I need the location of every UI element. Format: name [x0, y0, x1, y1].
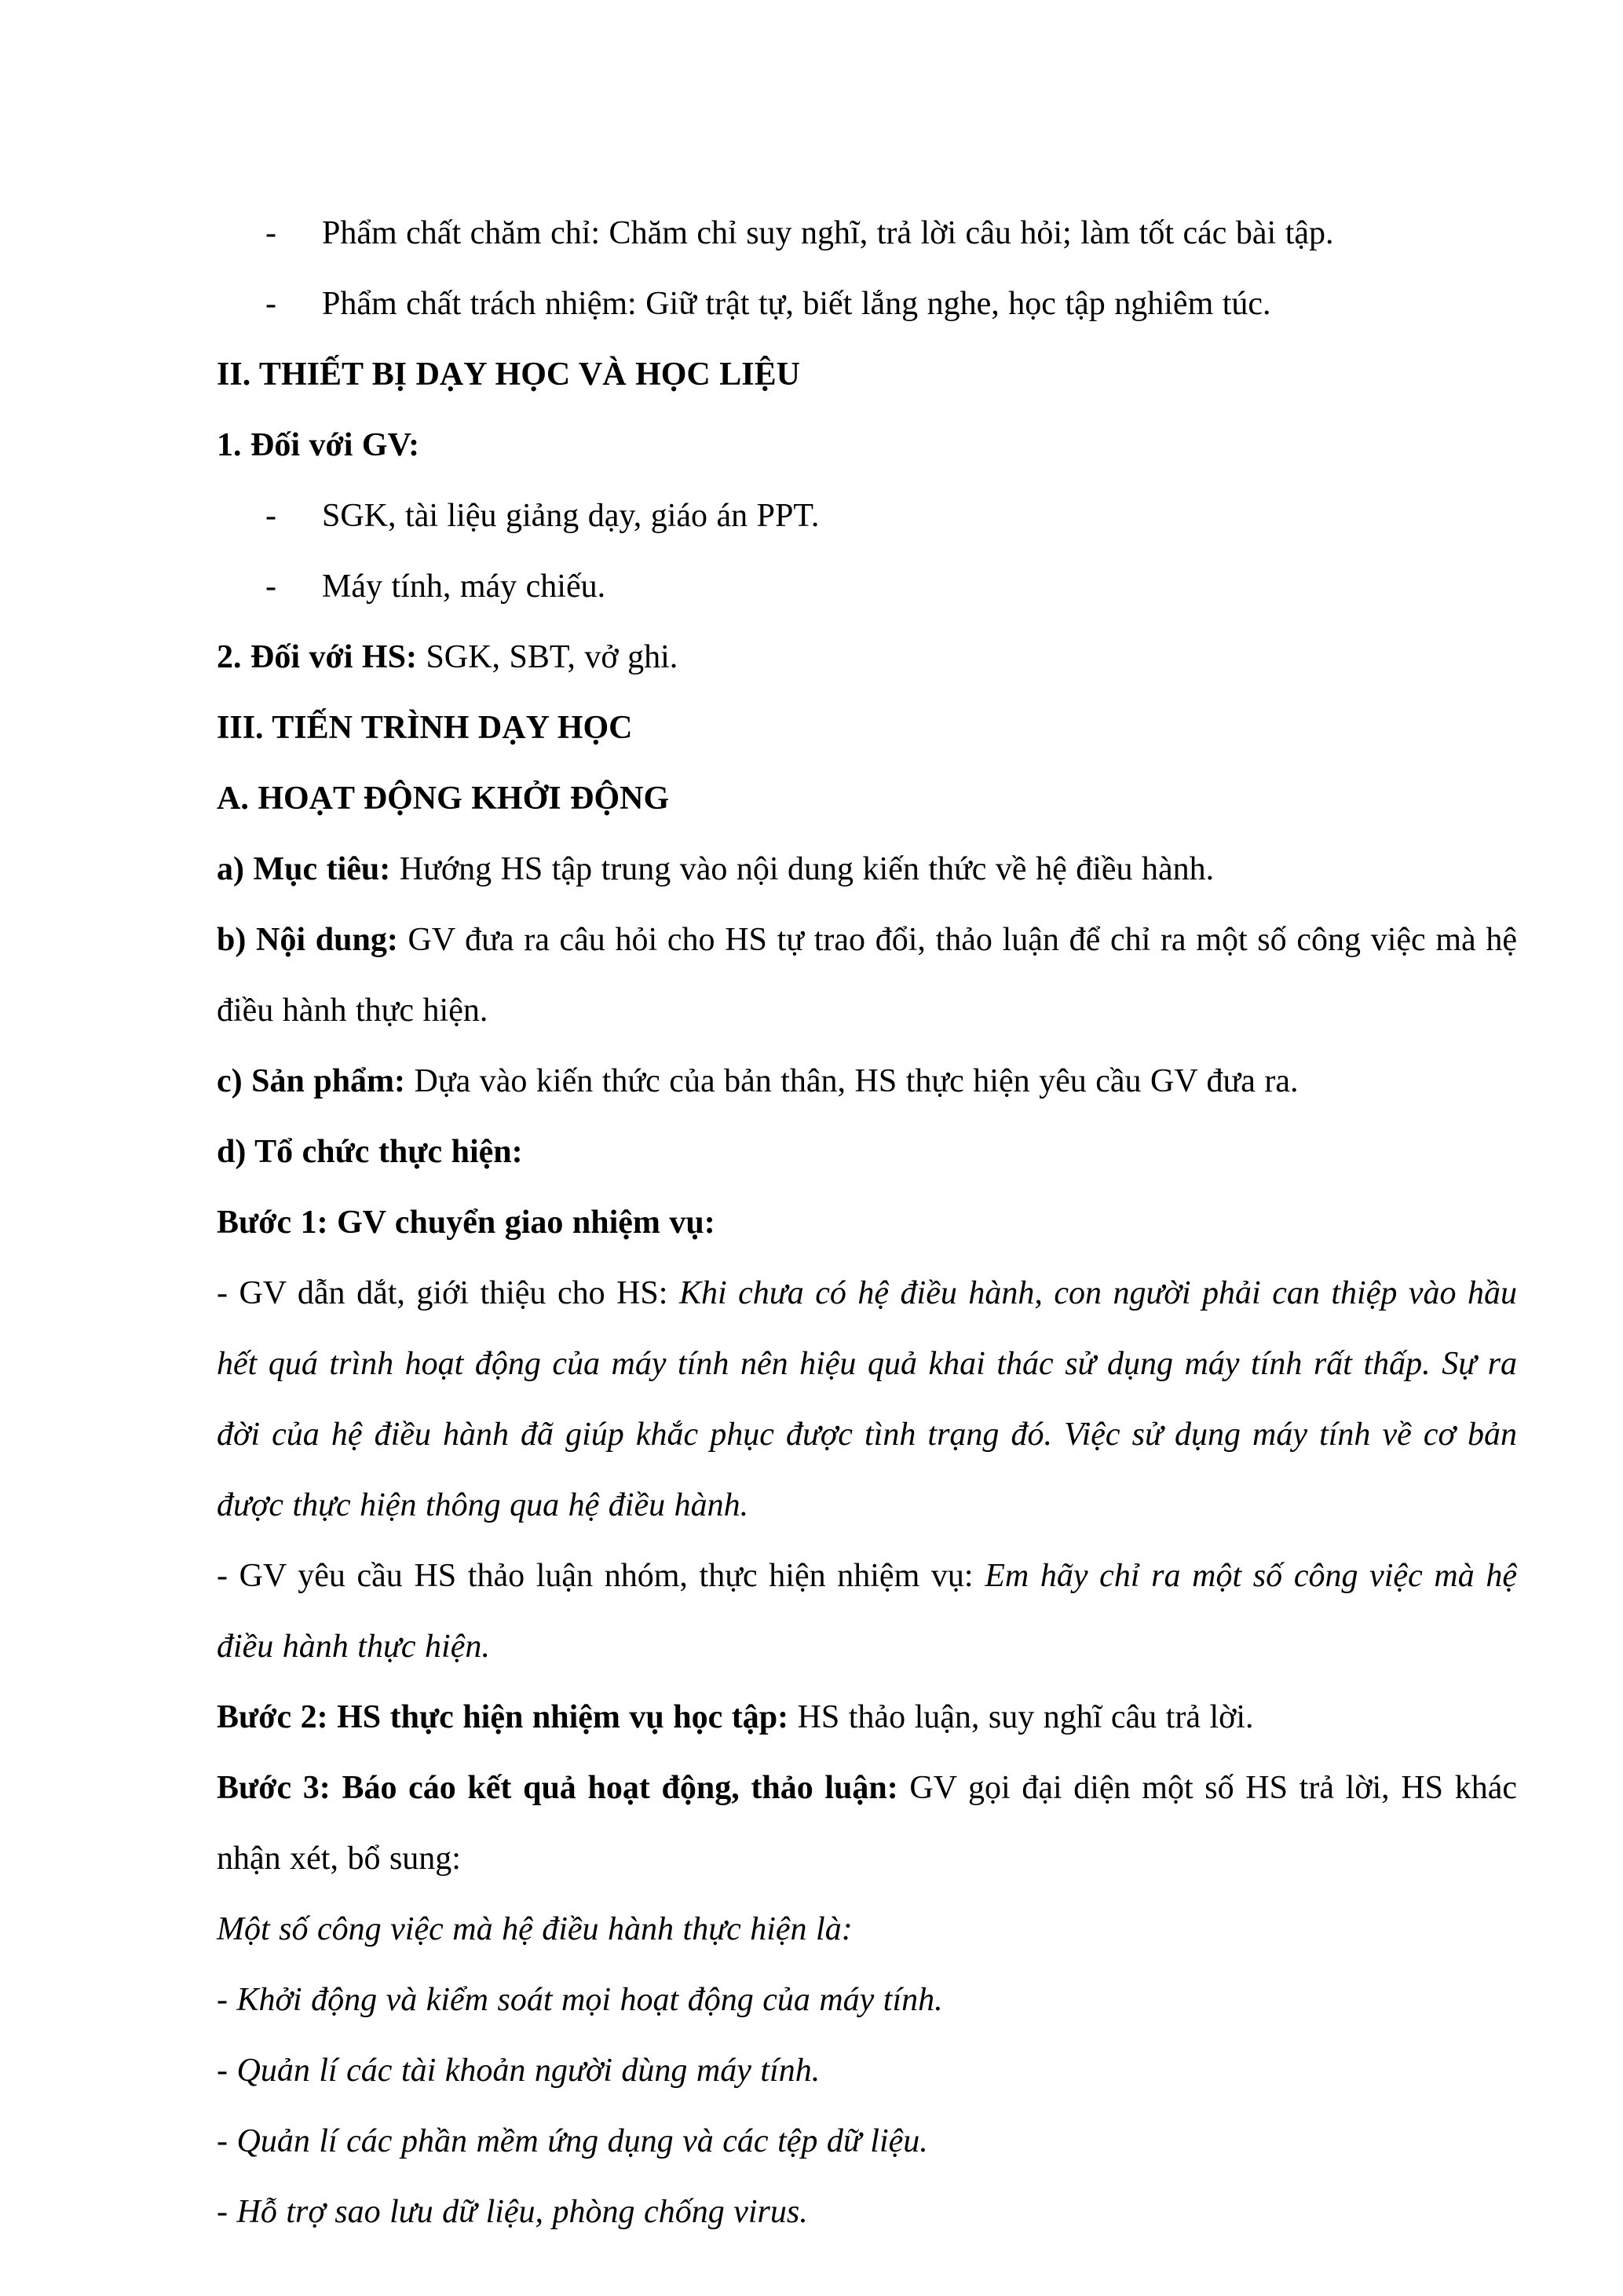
paragraph	[217, 1753, 1517, 1894]
document-content	[217, 198, 1517, 2247]
paragraph	[217, 622, 1517, 693]
paragraph	[217, 2035, 1517, 2106]
text-run: HS thảo luận, suy nghĩ câu trả lời.	[797, 1699, 1254, 1735]
paragraph	[217, 2106, 1517, 2177]
paragraph	[217, 410, 1517, 481]
paragraph	[217, 1117, 1517, 1187]
paragraph	[217, 834, 1517, 905]
bullet-marker: -	[265, 215, 276, 251]
paragraph	[217, 693, 1517, 763]
paragraph	[217, 905, 1517, 1046]
text-run: III. TIẾN TRÌNH DẠY HỌC	[217, 710, 633, 746]
paragraph	[217, 763, 1517, 834]
text-run: Em hãy chỉ ra một số công việc mà hệ điều hành thực hiện.	[217, 1558, 1517, 1665]
text-run: c) Sản phẩm:	[217, 1063, 415, 1099]
text-run: Phẩm chất trách nhiệm: Giữ trật tự, biết lắng nghe, học tập nghiêm túc.	[322, 286, 1271, 322]
text-run: 2. Đối với HS:	[217, 639, 426, 675]
text-run: A. HOẠT ĐỘNG KHỞI ĐỘNG	[217, 781, 670, 817]
paragraph	[217, 2177, 1517, 2247]
text-run: Một số công việc mà hệ điều hành thực hiện là:	[217, 1911, 853, 1947]
text-run: GV đưa ra câu hỏi cho HS tự trao đổi, thảo luận để chỉ ra một số công việc mà hệ điều hành thực hiện.	[217, 922, 1517, 1029]
paragraph	[217, 339, 1517, 410]
bullet-marker: -	[265, 498, 276, 534]
bullet-item	[217, 269, 1517, 339]
text-run: - GV yêu cầu HS thảo luận nhóm, thực hiện nhiệm vụ:	[217, 1558, 985, 1594]
text-run: Phẩm chất chăm chỉ: Chăm chỉ suy nghĩ, trả lời câu hỏi; làm tốt các bài tập.	[322, 215, 1334, 251]
text-run: d) Tổ chức thực hiện:	[217, 1134, 523, 1170]
text-run: - Khởi động và kiểm soát mọi hoạt động của máy tính.	[217, 1982, 943, 2018]
text-run: SGK, tài liệu giảng dạy, giáo án PPT.	[322, 498, 820, 534]
text-run: Bước 1: GV chuyển giao nhiệm vụ:	[217, 1205, 715, 1241]
text-run: - Hỗ trợ sao lưu dữ liệu, phòng chống virus.	[217, 2194, 808, 2230]
text-run: - GV dẫn dắt, giới thiệu cho HS:	[217, 1275, 679, 1311]
text-run: - Quản lí các phần mềm ứng dụng và các tệp dữ liệu.	[217, 2123, 928, 2159]
text-run: - Quản lí các tài khoản người dùng máy tính.	[217, 2053, 821, 2089]
text-run: Hướng HS tập trung vào nội dung kiến thức về hệ điều hành.	[399, 851, 1215, 887]
text-run: b) Nội dung:	[217, 922, 408, 958]
paragraph	[217, 1682, 1517, 1753]
bullet-item	[217, 551, 1517, 622]
bullet-marker: -	[265, 286, 276, 322]
bullet-item	[217, 198, 1517, 269]
text-run: GV gọi đại diện một số HS trả lời, HS khác nhận xét, bổ sung:	[217, 1770, 1517, 1877]
text-run: Máy tính, máy chiếu.	[322, 569, 606, 605]
text-run: Bước 2: HS thực hiện nhiệm vụ học tập:	[217, 1699, 798, 1735]
paragraph	[217, 1965, 1517, 2035]
paragraph	[217, 1541, 1517, 1682]
text-run: SGK, SBT, vở ghi.	[426, 639, 678, 675]
text-run: 1. Đối với GV:	[217, 427, 420, 463]
text-run: Dựa vào kiến thức của bản thân, HS thực hiện yêu cầu GV đưa ra.	[414, 1063, 1299, 1099]
paragraph	[217, 1258, 1517, 1541]
text-run: Bước 3: Báo cáo kết quả hoạt động, thảo luận:	[217, 1770, 910, 1806]
text-run: II. THIẾT BỊ DẠY HỌC VÀ HỌC LIỆU	[217, 356, 800, 393]
bullet-marker: -	[265, 569, 276, 605]
paragraph	[217, 1894, 1517, 1965]
text-run: a) Mục tiêu:	[217, 851, 400, 887]
text-run: Khi chưa có hệ điều hành, con người phải can thiệp vào hầu hết quá trình hoạt động của máy tính nên hiệu quả khai thác sử dụng máy tính rất thấp. Sự ra đời của hệ điều hành đã giúp khắc phục được tình trạng đó. Việc sử dụng máy tính về cơ bản được thực hiện thông qua hệ điều hành.	[217, 1275, 1517, 1523]
paragraph	[217, 1187, 1517, 1258]
bullet-item	[217, 481, 1517, 551]
paragraph	[217, 1046, 1517, 1117]
